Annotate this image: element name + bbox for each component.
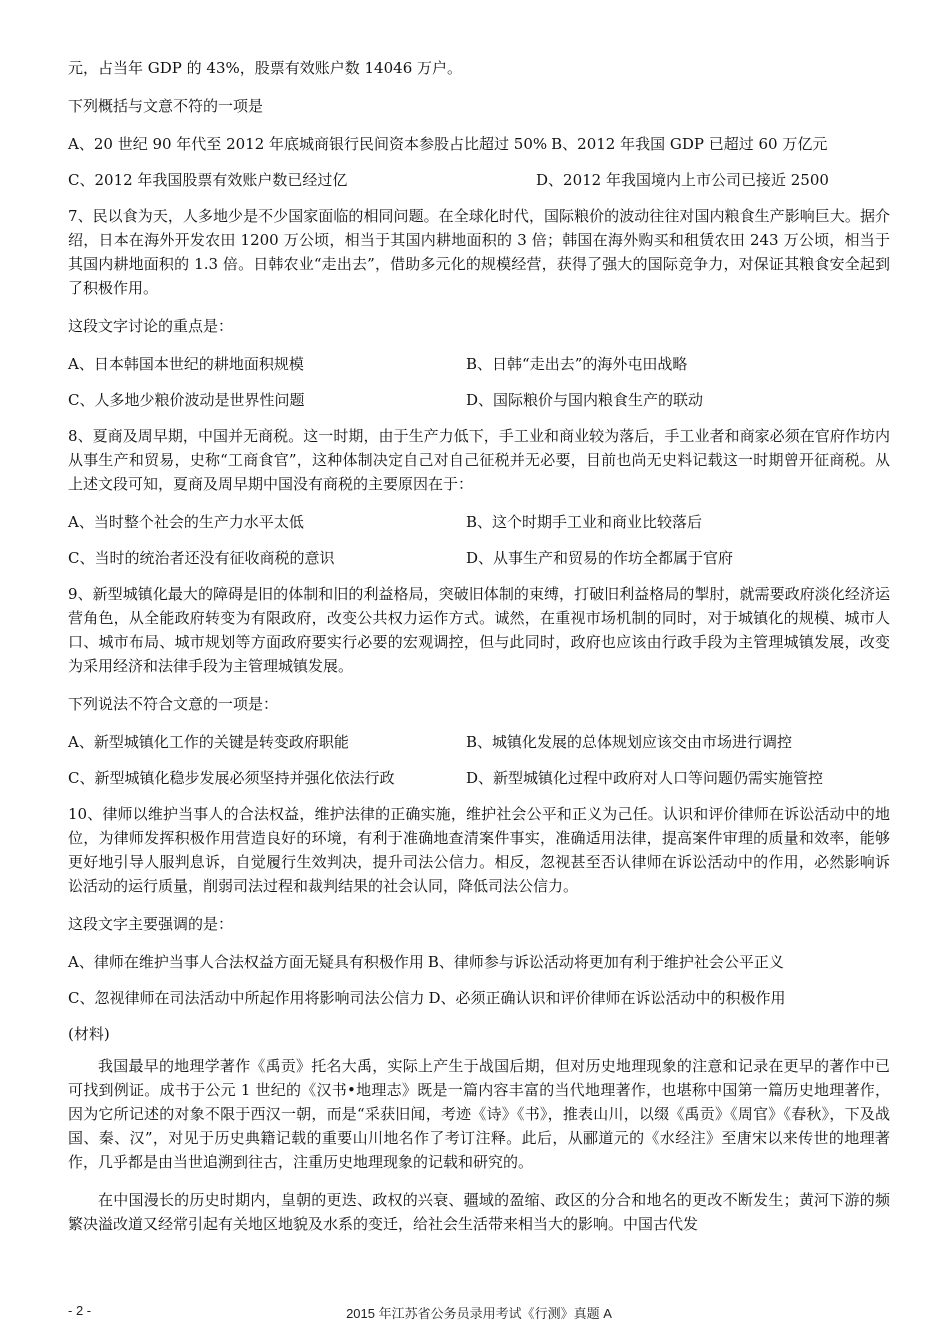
q7-passage: 7、民以食为天，人多地少是不少国家面临的相同问题。在全球化时代，国际粮价的波动往往对国内粮食生产影响巨大。据介绍，日本在海外开发农田 1200 万公顷，相当于其国内耕地面积的 3 倍；韩国在海外购买和租赁农田 243 万公顷，相当于其国内耕地面积的 1.3 倍。日韩农业“走出去”，借助多元化的规模经营，获得了强大的国际竞争力，对保证其粮食安全起到了积极作用。 [68,207,890,297]
q6-options-row-2 [68,168,890,192]
q9-passage: 9、新型城镇化最大的障碍是旧的体制和旧的利益格局，突破旧体制的束缚，打破旧利益格局的掣肘，就需要政府淡化经济运营角色，从全能政府转变为有限政府，改变公共权力运作方式。诚然，在重视市场机制的同时，对于城镇化的规模、城市人口、城市布局、城市规划等方面政府要实行必要的宏观调控，但与此同时，政府也应该由行政手段为主管理城镇发展，改变为采用经济和法律手段为主管理城镇发展。 [68,585,890,675]
q6-options-row-1 [68,132,890,156]
q8-option-c: C、当时的统治者还没有征收商税的意识 [68,549,335,567]
footer-title: 2015 年江苏省公务员录用考试《行测》真题 A [346,1306,612,1321]
q9-stem: 下列说法不符合文意的一项是： [68,695,279,713]
q10-options-row-1 [68,950,890,974]
material-label: (材料) [68,1025,110,1043]
q8-passage: 8、夏商及周早期，中国并无商税。这一时期，由于生产力低下，手工业和商业较为落后，手工业者和商家必须在官府作坊内从事生产和贸易，史称“工商食官”，这种体制决定自己对自己征税并无必要，目前也尚无史料记载这一时期曾开征商税。从上述文段可知，夏商及周早期中国没有商税的主要原因在于： [68,427,890,493]
q7-option-a: A、日本韩国本世纪的耕地面积规模 [68,355,304,373]
q7-stem: 这段文字讨论的重点是： [68,317,234,335]
q6-option-c: C、2012 年我国股票有效账户数已经过亿 [68,171,348,189]
q7-option-d: D、国际粮价与国内粮食生产的联动 [466,391,704,409]
q9-option-a: A、新型城镇化工作的关键是转变政府职能 [68,733,349,751]
q7-options-row-1 [68,352,890,376]
q10-option-c: C、忽视律师在司法活动中所起作用将影响司法公信力 [68,989,425,1007]
page-number: - 2 - [68,1303,92,1318]
q8-options-row-1 [68,510,890,534]
q6-option-b: B、2012 年我国 GDP 已超过 60 万亿元 [551,135,828,153]
q7-option-c: C、人多地少粮价波动是世界性问题 [68,391,305,409]
q8-options-row-2 [68,546,890,570]
q8-option-b: B、这个时期手工业和商业比较落后 [466,513,703,531]
material-paragraph-2: 在中国漫长的历史时期内，皇朝的更迭、政权的兴衰、疆域的盈缩、政区的分合和地名的更改不断发生；黄河下游的频繁决溢改道又经常引起有关地区地貌及水系的变迁，给社会生活带来相当大的影响。中国古代发 [68,1191,890,1233]
q7-option-b: B、日韩“走出去”的海外屯田战略 [466,355,688,373]
page-content [68,56,890,1250]
q9-option-c: C、新型城镇化稳步发展必须坚持并强化依法行政 [68,769,395,787]
q10-option-b: B、律师参与诉讼活动将更加有利于维护社会公平正义 [427,953,784,971]
q10-option-d: D、必须正确认识和评价律师在诉讼活动中的积极作用 [428,989,786,1007]
q10-options-row-2 [68,986,890,1010]
intro-line: 元，占当年 GDP 的 43%，股票有效账户数 14046 万户。 [68,59,463,77]
q6-option-d: D、2012 年我国境内上市公司已接近 2500 [536,171,829,189]
q7-options-row-2 [68,388,890,412]
q9-option-b: B、城镇化发展的总体规划应该交由市场进行调控 [466,733,793,751]
q9-options-row-1 [68,730,890,754]
q10-stem: 这段文字主要强调的是： [68,915,234,933]
material-paragraph-1: 我国最早的地理学著作《禹贡》托名大禹，实际上产生于战国后期，但对历史地理现象的注意和记录在更早的著作中已可找到例证。成书于公元 1 世纪的《汉书•地理志》既是一篇内容丰富的当代地理著作，也堪称中国第一篇历史地理著作，因为它所记述的对象不限于西汉一朝，而是“采获旧闻，考迹《诗》《书》，推表山川，以缀《禹贡》《周官》《春秋》，下及战国、秦、汉”，对见于历史典籍记载的重要山川地名作了考订注释。此后，从郦道元的《水经注》至唐宋以来传世的地理著作，几乎都是由当世追溯到往古，注重历史地理现象的记载和研究的。 [68,1057,890,1171]
q6-stem: 下列概括与文意不符的一项是 [68,97,264,115]
q8-option-d: D、从事生产和贸易的作坊全都属于官府 [466,549,734,567]
q9-options-row-2 [68,766,890,790]
q8-option-a: A、当时整个社会的生产力水平太低 [68,513,304,531]
q9-option-d: D、新型城镇化过程中政府对人口等问题仍需实施管控 [466,769,824,787]
q10-passage: 10、律师以维护当事人的合法权益，维护法律的正确实施，维护社会公平和正义为己任。认识和评价律师在诉讼活动中的地位，为律师发挥积极作用营造良好的环境，有利于准确地查清案件事实，准确适用法律，提高案件审理的质量和效率，能够更好地引导人服判息诉，自觉履行生效判决，提升司法公信力。相反，忽视甚至否认律师在诉讼活动中的作用，必然影响诉讼活动的运行质量，削弱司法过程和裁判结果的社会认同，降低司法公信力。 [68,805,890,895]
q10-option-a: A、律师在维护当事人合法权益方面无疑具有积极作用 [68,953,424,971]
q6-option-a: A、20 世纪 90 年代至 2012 年底城商银行民间资本参股占比超过 50% [68,135,548,153]
